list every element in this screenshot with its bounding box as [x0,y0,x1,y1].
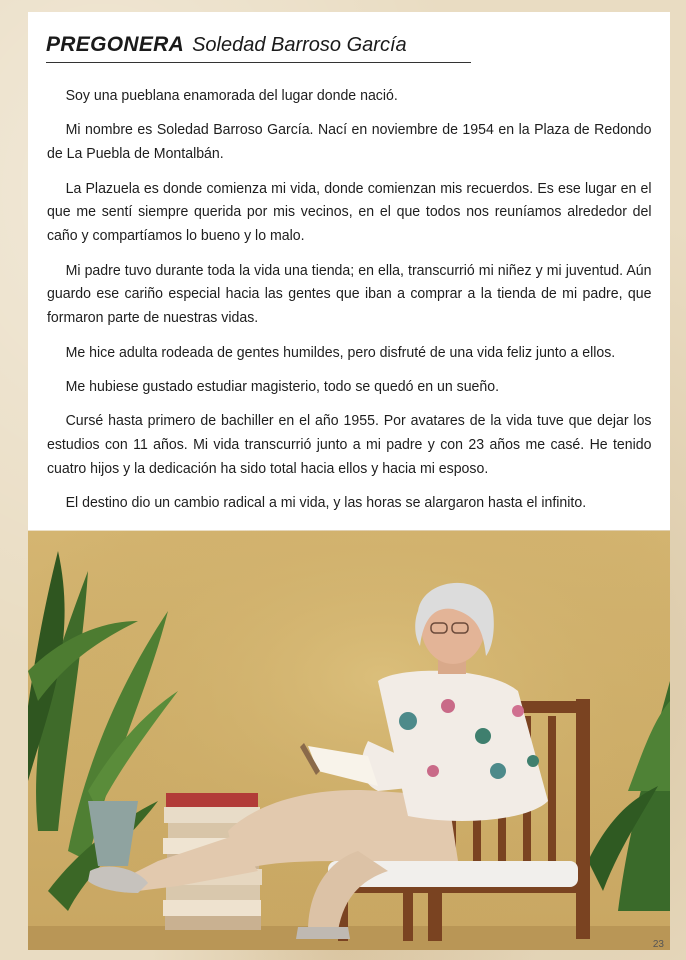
portrait-photo [28,531,670,950]
paragraph: Mi nombre es Soledad Barroso García. Nací en noviembre de 1954 en la Plaza de Redondo de La Puebla de Montalbán. [47,121,652,163]
paragraph: Mi padre tuvo durante toda la vida una tienda; en ella, transcurrió mi niñez y mi juventud. Aún guardo ese cariño especial hacia las gentes que iban a comprar a la tienda de mi padre, que formaron parte de nuestras vidas. [47,261,652,327]
article-body [47,84,652,526]
header-name: Soledad Barroso García [192,34,407,56]
paragraph: Me hice adulta rodeada de gentes humildes, pero disfruté de una vida feliz junto a ellos. [65,343,616,361]
paragraph: Me hubiese gustado estudiar magisterio, todo se quedó en un sueño. [65,377,500,395]
section-header [46,30,471,63]
page-number: 23 [652,939,664,950]
reading-woman-illustration [28,531,670,950]
paragraph: La Plazuela es donde comienza mi vida, donde comienzan mis recuerdos. Es ese lugar en el que me sentí siempre querida por mis vecinos, en el que todos nos reuníamos alrededor del caño y compartíamos lo bueno y lo malo. [47,179,652,245]
paragraph: El destino dio un cambio radical a mi vida, y las horas se alargaron hasta el infinito. [65,494,587,512]
paragraph: Soy una pueblana enamorada del lugar donde nació. [65,87,398,104]
header-role: PREGONERA [46,33,185,56]
text-panel [28,12,670,530]
paragraph: Cursé hasta primero de bachiller en el año 1955. Por avatares de la vida tuve que dejar los estudios con 11 años. Mi vida transcurrió junto a mi padre y con 23 años me casé. He tenido cuatro hijos y la dedicación ha sido total hacia ellos y hacia mi esposo. [47,412,652,477]
